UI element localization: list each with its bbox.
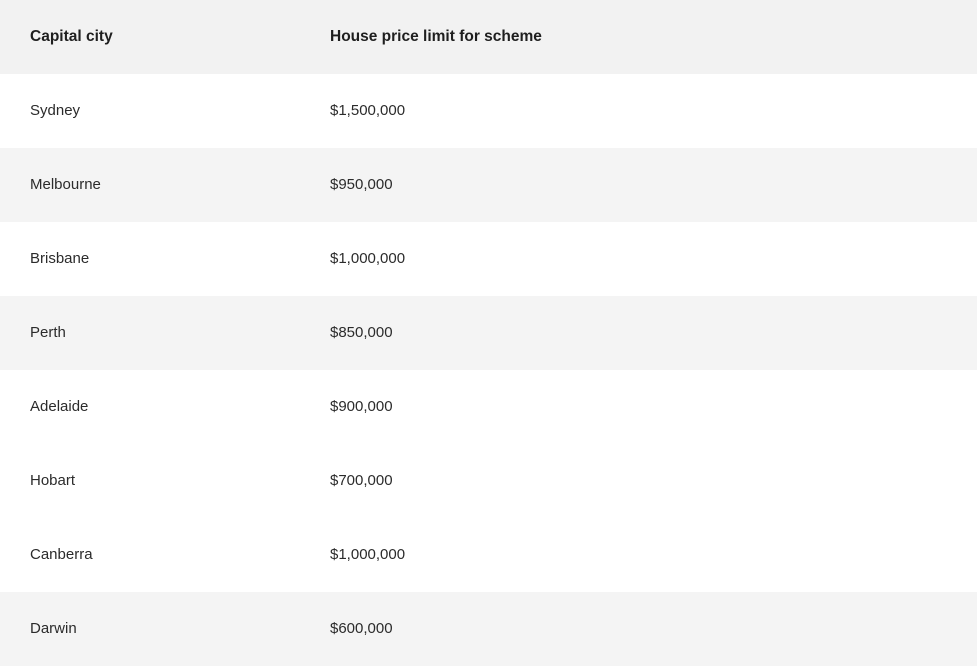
- table-row: [0, 222, 977, 296]
- cell-capital-city: Adelaide: [0, 370, 300, 444]
- cell-house-price-limit: $950,000: [300, 148, 977, 222]
- cell-capital-city: Melbourne: [0, 148, 300, 222]
- cell-house-price-limit: $1,000,000: [300, 222, 977, 296]
- table-header: [0, 0, 977, 74]
- table-body: [0, 74, 977, 666]
- table-row: [0, 296, 977, 370]
- table-row: [0, 148, 977, 222]
- cell-capital-city: Darwin: [0, 592, 300, 666]
- table-row: [0, 74, 977, 148]
- cell-capital-city: Perth: [0, 296, 300, 370]
- table-row: [0, 518, 977, 592]
- table-row: [0, 370, 977, 444]
- cell-capital-city: Canberra: [0, 518, 300, 592]
- cell-house-price-limit: $850,000: [300, 296, 977, 370]
- cell-house-price-limit: $600,000: [300, 592, 977, 666]
- table-row: [0, 444, 977, 518]
- column-header-house-price-limit: House price limit for scheme: [300, 0, 977, 74]
- cell-house-price-limit: $1,500,000: [300, 74, 977, 148]
- cell-house-price-limit: $700,000: [300, 444, 977, 518]
- cell-house-price-limit: $900,000: [300, 370, 977, 444]
- cell-house-price-limit: $1,000,000: [300, 518, 977, 592]
- table-row: [0, 592, 977, 666]
- cell-capital-city: Sydney: [0, 74, 300, 148]
- cell-capital-city: Hobart: [0, 444, 300, 518]
- cell-capital-city: Brisbane: [0, 222, 300, 296]
- table-header-row: [0, 0, 977, 74]
- column-header-capital-city: Capital city: [0, 0, 300, 74]
